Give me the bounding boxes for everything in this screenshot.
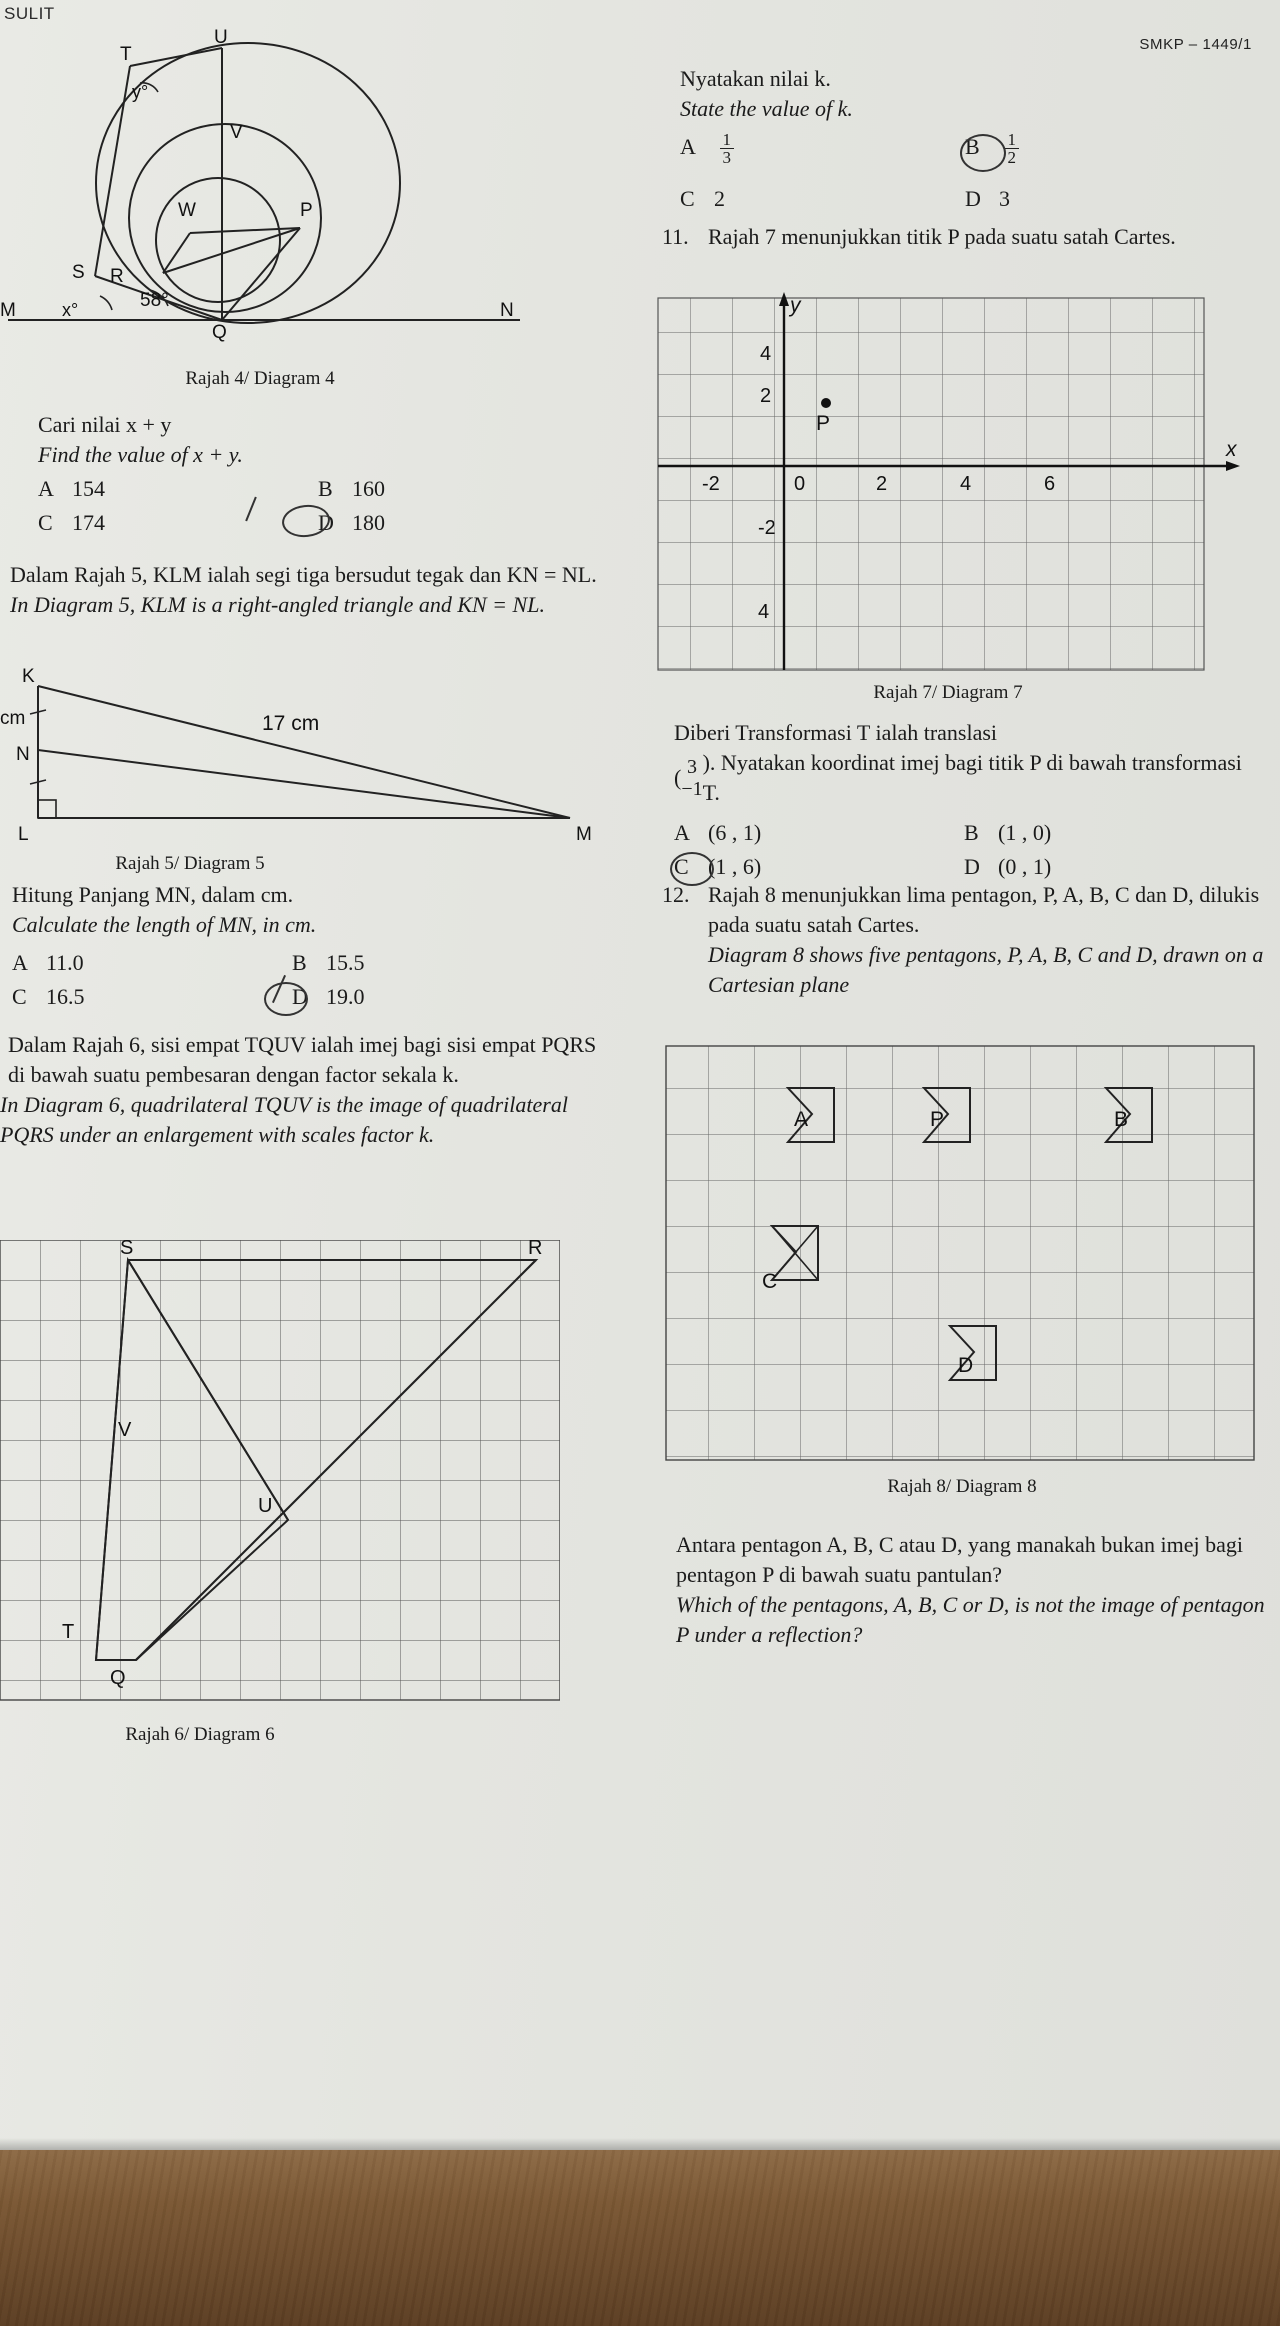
options-find-xy xyxy=(38,472,598,540)
option-d-text: 19.0 xyxy=(326,984,365,1009)
option-a[interactable] xyxy=(12,946,292,980)
paper-code: SMKP – 1449/1 xyxy=(1139,36,1252,53)
svg-text:W: W xyxy=(178,200,196,221)
svg-text:58°: 58° xyxy=(140,290,169,311)
q11-ms: Rajah 7 menunjukkan titik P pada suatu satah Cartes. xyxy=(708,224,1176,249)
svg-text:S: S xyxy=(120,1240,134,1259)
q9-en2: Calculate the length of MN, in cm. xyxy=(12,912,317,937)
option-b-fraction: $\frac{1}{2}$ xyxy=(1005,131,1020,166)
desk-background xyxy=(0,2150,1280,2326)
option-a-text: 11.0 xyxy=(46,950,84,975)
q11-number: 11. xyxy=(662,224,689,249)
svg-text:2: 2 xyxy=(876,473,888,495)
figure-4-caption: Rajah 4/ Diagram 4 xyxy=(185,368,335,389)
question-12-prompt xyxy=(676,1530,1276,1650)
q-find-en: Find the value of x + y. xyxy=(38,442,243,467)
q9-ms2: Hitung Panjang MN, dalam cm. xyxy=(12,882,294,907)
option-d-label: D xyxy=(292,984,308,1009)
option-c[interactable] xyxy=(674,850,964,884)
option-c[interactable] xyxy=(12,980,292,1014)
option-d-text: 3 xyxy=(999,186,1010,211)
svg-text:P: P xyxy=(300,200,313,221)
figure-8 xyxy=(662,1042,1274,1498)
q10r-ms: Nyatakan nilai k. xyxy=(680,66,831,91)
question-11-translation xyxy=(674,718,1254,884)
svg-text:D: D xyxy=(958,1354,974,1377)
q-find-ms: Cari nilai x + y xyxy=(38,412,172,437)
q12-ms: Rajah 8 menunjukkan lima pentagon, P, A, B, C dan D, dilukis pada suatu satah Cartes. xyxy=(708,882,1260,937)
option-a-text: (6 , 1) xyxy=(708,820,762,845)
option-c-label: C xyxy=(38,510,53,535)
svg-text:R: R xyxy=(528,1240,543,1259)
figure-8-caption: Rajah 8/ Diagram 8 xyxy=(887,1476,1037,1497)
q10-en: In Diagram 6, quadrilateral TQUV is the image of quadrilateral PQRS under an enlargement with scales factor k. xyxy=(0,1092,568,1147)
svg-text:4: 4 xyxy=(758,601,770,623)
svg-text:Q: Q xyxy=(212,322,227,343)
options-q10 xyxy=(680,130,1250,222)
svg-text:4: 4 xyxy=(960,473,972,495)
figure-5-caption: Rajah 5/ Diagram 5 xyxy=(115,853,265,874)
vector-open-paren: ( xyxy=(674,765,682,790)
q12-en2: Which of the pentagons, A, B, C or D, is not the image of pentagon P under a reflection? xyxy=(676,1592,1265,1647)
option-a[interactable] xyxy=(680,130,965,176)
option-b-label: B xyxy=(965,134,980,159)
option-b[interactable] xyxy=(318,472,598,506)
figure-7 xyxy=(648,290,1248,704)
question-9-prompt xyxy=(12,880,572,1014)
options-q11 xyxy=(674,816,1254,884)
option-b-text: (1 , 0) xyxy=(998,820,1052,845)
option-c-text: 16.5 xyxy=(46,984,85,1009)
question-10-text xyxy=(0,1030,610,1150)
svg-text:T: T xyxy=(120,44,132,65)
right-column xyxy=(648,0,1280,2150)
svg-text:M: M xyxy=(576,824,592,845)
option-c-label: C xyxy=(12,984,27,1009)
option-b-text: 15.5 xyxy=(326,950,365,975)
svg-text:x°: x° xyxy=(62,300,79,320)
option-d-label: D xyxy=(965,186,981,211)
option-d-text: 180 xyxy=(352,510,385,535)
question-9 xyxy=(0,560,600,620)
q9-en: In Diagram 5, KLM is a right-angled triangle and KN = NL. xyxy=(10,592,545,617)
svg-text:6: 6 xyxy=(1044,473,1056,495)
q12-number: 12. xyxy=(662,882,690,907)
svg-text:0: 0 xyxy=(794,473,806,495)
q12-en: Diagram 8 shows five pentagons, P, A, B, C and D, drawn on a Cartesian plane xyxy=(708,942,1264,997)
option-d[interactable] xyxy=(965,182,1250,222)
svg-text:cm: cm xyxy=(0,708,26,729)
option-a-label: A xyxy=(674,820,690,845)
svg-text:T: T xyxy=(62,1621,75,1643)
option-a-label: A xyxy=(12,950,28,975)
svg-text:2: 2 xyxy=(760,385,772,407)
figure-6-caption: Rajah 6/ Diagram 6 xyxy=(125,1724,275,1745)
svg-text:17 cm: 17 cm xyxy=(262,712,320,735)
svg-text:N: N xyxy=(500,300,514,321)
option-d-label: D xyxy=(964,854,980,879)
svg-text:4: 4 xyxy=(760,343,772,365)
option-c[interactable] xyxy=(680,182,965,222)
question-10-prompt xyxy=(680,64,1250,222)
option-c-text: 2 xyxy=(714,186,725,211)
option-d[interactable] xyxy=(318,506,598,540)
option-b[interactable] xyxy=(964,816,1254,850)
q10r-en: State the value of k. xyxy=(680,96,853,121)
option-b-label: B xyxy=(318,476,333,501)
q12-ms2: Antara pentagon A, B, C atau D, yang manakah bukan imej bagi pentagon P di bawah suatu pantulan? xyxy=(676,1532,1243,1587)
option-b[interactable] xyxy=(965,130,1250,176)
q10-ms: Dalam Rajah 6, sisi empat TQUV ialah imej bagi sisi empat PQRS di bawah suatu pembesaran dengan factor sekala k. xyxy=(8,1032,597,1087)
svg-text:P: P xyxy=(816,412,831,435)
option-b-text: 160 xyxy=(352,476,385,501)
option-a[interactable] xyxy=(38,472,318,506)
option-d[interactable] xyxy=(292,980,572,1014)
option-d[interactable] xyxy=(964,850,1254,884)
svg-text:N: N xyxy=(16,744,30,765)
left-column xyxy=(0,0,620,2150)
option-d-text: (0 , 1) xyxy=(998,854,1052,879)
svg-text:V: V xyxy=(118,1419,132,1441)
figure-6 xyxy=(0,1240,620,1746)
wood-grain xyxy=(0,2150,1280,2326)
vector-bottom: −1 xyxy=(681,778,703,800)
figure-7-caption: Rajah 7/ Diagram 7 xyxy=(873,682,1023,703)
option-a-label: A xyxy=(38,476,54,501)
svg-text:K: K xyxy=(22,668,35,687)
svg-text:x: x xyxy=(1226,438,1237,461)
figure-4 xyxy=(0,28,560,390)
q11-ms2: Diberi Transformasi T ialah translasi xyxy=(674,720,998,745)
svg-text:-2: -2 xyxy=(758,517,776,539)
question-11 xyxy=(662,222,1262,252)
options-q9 xyxy=(12,946,572,1014)
option-c-text: (1 , 6) xyxy=(708,854,762,879)
q9-ms: Dalam Rajah 5, KLM ialah segi tiga bersudut tegak dan KN = NL. xyxy=(10,562,597,587)
svg-text:S: S xyxy=(72,262,85,283)
question-find-xy xyxy=(38,410,598,540)
svg-text:-2: -2 xyxy=(702,473,720,495)
svg-text:V: V xyxy=(230,122,243,143)
figure-5 xyxy=(0,668,620,875)
option-d-label: D xyxy=(318,510,334,535)
vector-top: 3 xyxy=(686,756,697,778)
svg-text:C: C xyxy=(762,1270,778,1293)
svg-text:B: B xyxy=(1114,1108,1129,1131)
option-b-label: B xyxy=(292,950,307,975)
translation-vector xyxy=(681,756,702,800)
question-12 xyxy=(662,880,1274,1000)
option-c-label: C xyxy=(680,186,695,211)
svg-text:A: A xyxy=(794,1108,809,1131)
svg-text:y°: y° xyxy=(132,82,149,102)
svg-text:P: P xyxy=(930,1108,945,1131)
option-c-text: 174 xyxy=(72,510,105,535)
svg-text:Q: Q xyxy=(110,1667,126,1689)
q11-ms3: ). Nyatakan koordinat imej bagi titik P di bawah transformasi T. xyxy=(702,750,1242,805)
option-a-label: A xyxy=(680,134,696,159)
sulit-label: SULIT xyxy=(4,4,55,23)
option-c-label: C xyxy=(674,854,689,879)
svg-text:L: L xyxy=(18,824,29,845)
svg-text:U: U xyxy=(214,28,228,48)
svg-text:M: M xyxy=(0,300,16,321)
svg-text:R: R xyxy=(110,266,124,287)
svg-text:y: y xyxy=(790,294,801,317)
option-c[interactable] xyxy=(38,506,318,540)
svg-text:U: U xyxy=(258,1495,273,1517)
option-a-fraction: $\frac{1}{3}$ xyxy=(720,131,735,166)
option-b[interactable] xyxy=(292,946,572,980)
option-a-text: 154 xyxy=(72,476,105,501)
option-a[interactable] xyxy=(674,816,964,850)
option-b-label: B xyxy=(964,820,979,845)
